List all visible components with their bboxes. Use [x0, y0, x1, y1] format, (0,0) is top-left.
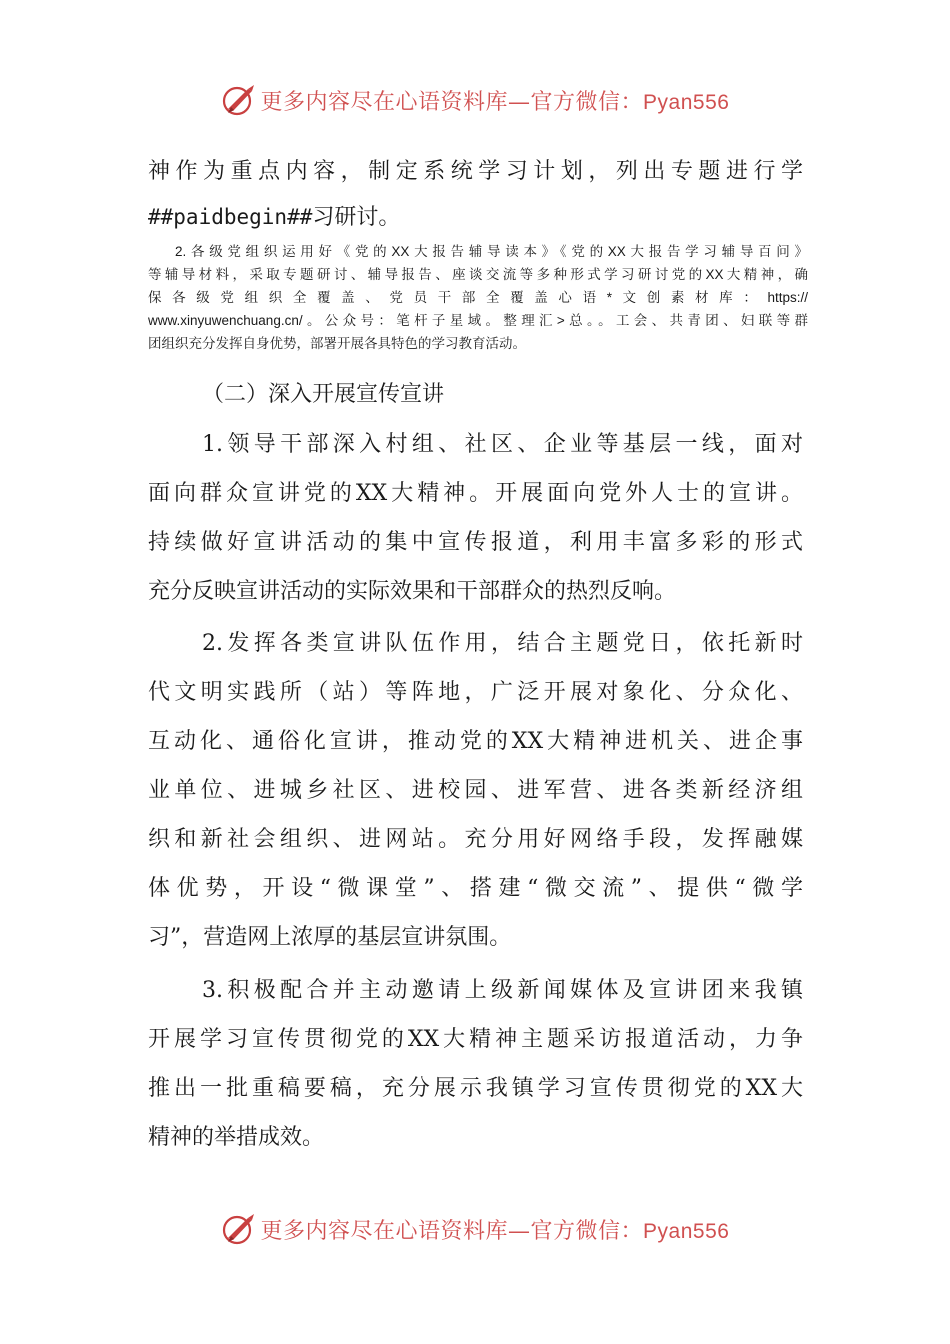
body-line: 体优势，开设“微课堂”、搭建“微交流”、提供“微学: [148, 876, 803, 901]
body-line: 代文明实践所（站）等阵地，广泛开展对象化、分众化、: [148, 680, 803, 705]
small-line: 2.各级党组织运用好《党的XX大报告辅导读本》《党的XX大报告学习辅导百问》: [175, 244, 808, 259]
body-line: 业单位、进城乡社区、进校园、进军营、进各类新经济组: [148, 778, 803, 803]
small-line: www.xinyuwenchuang.cn/。公众号：笔杆子星域。整理汇>总。。工会、共青团、妇联等群: [148, 313, 808, 328]
body-line: 充分反映宣讲活动的实际效果和干部群众的热烈反响。: [148, 579, 677, 604]
section-heading: （二）深入开展宣传宣讲: [202, 382, 445, 407]
small-paragraph: [148, 240, 808, 355]
pen-logo-icon: [221, 1211, 257, 1247]
body-line: 习”，营造网上浓厚的基层宣讲氛围。: [148, 925, 512, 950]
body-line: 织和新社会组织、进网站。充分用好网络手段，发挥融媒: [148, 827, 803, 852]
body-line: 推出一批重稿要稿，充分展示我镇学习宣传贯彻党的XX大: [148, 1076, 803, 1101]
header-watermark-banner: [0, 78, 950, 122]
small-line: 保各级党组织全覆盖、党员干部全覆盖心语*文创素材库：https://: [148, 290, 808, 305]
body-line: 面向群众宣讲党的XX大精神。开展面向党外人士的宣讲。: [148, 481, 803, 506]
small-line: 团组织充分发挥自身优势，部署开展各具特色的学习教育活动。: [148, 336, 526, 351]
pen-logo-icon: [221, 82, 257, 118]
body-line: ##paidbegin##习研讨。: [148, 205, 401, 230]
body-line: 2.发挥各类宣讲队伍作用，结合主题党日，依托新时: [202, 631, 803, 656]
body-line: 互动化、通俗化宣讲，推动党的XX大精神进机关、进企事: [148, 729, 803, 754]
banner-text: 更多内容尽在心语资料库—官方微信：Pyan556: [260, 1218, 730, 1244]
footer-watermark-banner: [0, 1207, 950, 1251]
small-line: 等辅导材料，采取专题研讨、辅导报告、座谈交流等多种形式学习研讨党的XX大精神，确: [148, 267, 808, 282]
body-line: 1.领导干部深入村组、社区、企业等基层一线，面对: [202, 432, 803, 457]
body-line: 开展学习宣传贯彻党的XX大精神主题采访报道活动，力争: [148, 1027, 803, 1052]
body-line: 持续做好宣讲活动的集中宣传报道，利用丰富多彩的形式: [148, 530, 803, 555]
body-line: 精神的举措成效。: [148, 1125, 325, 1150]
banner-text: 更多内容尽在心语资料库—官方微信：Pyan556: [260, 89, 730, 115]
body-line: 神作为重点内容，制定系统学习计划，列出专题进行学: [148, 159, 803, 184]
paid-marker-code: ##paidbegin##: [148, 205, 313, 229]
body-line: 3.积极配合并主动邀请上级新闻媒体及宣讲团来我镇: [202, 978, 803, 1003]
